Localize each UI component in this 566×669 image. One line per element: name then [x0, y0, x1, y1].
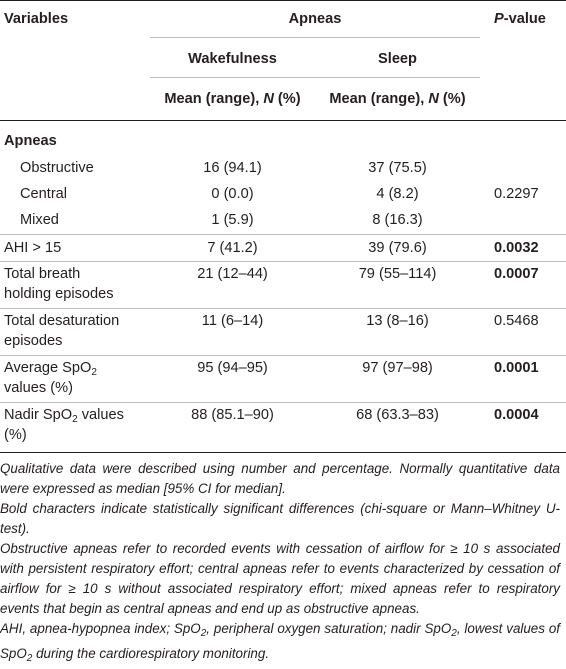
footnote-qualitative: Qualitative data were described using number and percentage. Normally quantitative data were expressed as median [95% CI for median]. — [0, 461, 560, 496]
header-variables: Variables — [4, 11, 69, 27]
cell-sleep: 39 (79.6) — [368, 240, 427, 256]
cell-sleep: 79 (55–114) — [358, 266, 437, 282]
row-label-mixed: Mixed — [20, 212, 59, 228]
row-label-nadir-spo2-2: (%) — [4, 427, 27, 443]
apneas-span-rule — [150, 37, 480, 38]
row-label-average-spo2-2: values (%) — [4, 380, 73, 396]
cell-sleep: 97 (97–98) — [362, 360, 433, 376]
cell-wake: 7 (41.2) — [207, 240, 258, 256]
cell-pvalue: 0.0032 — [494, 240, 539, 256]
cell-pvalue: 0.5468 — [494, 313, 539, 329]
cell-wake: 21 (12–44) — [197, 266, 268, 282]
header-bottom-rule — [0, 120, 566, 121]
subheader-rule — [150, 77, 480, 78]
footnote-bold: Bold characters indicate statistically significant differences (chi-square or Mann–Whitney U-test). — [0, 501, 560, 536]
row-divider — [0, 402, 566, 403]
cell-sleep: 37 (75.5) — [368, 160, 427, 176]
row-label-nadir-spo2: Nadir SpO$_2$ values — [4, 407, 124, 425]
footnote-apnea-definitions: Obstructive apneas refer to recorded events with cessation of airflow for ≥ 10 s associated with persistent respiratory effort; central apneas refer to events characterized by cessation of airflow for ≥ 10 s without associated respiratory effort; mixed apneas refer to respiratory events that begin as central apneas and end up as obstructive apneas. — [0, 541, 560, 616]
row-label-desaturation: Total desaturation — [4, 313, 120, 329]
header-sleep: Sleep — [378, 51, 417, 67]
row-label-breath-holding-2: holding episodes — [4, 286, 114, 302]
row-label-ahi: AHI > 15 — [4, 240, 62, 256]
row-label-breath-holding: Total breath — [4, 266, 81, 282]
footnote-abbreviations: AHI, apnea-hypopnea index; SpO$_2$, peripheral oxygen saturation; nadir SpO$_2$, lowest values of SpO$_2$ during the cardiorespiratory monitoring. — [0, 621, 560, 664]
row-divider — [0, 234, 566, 235]
header-apneas: Apneas — [288, 11, 342, 27]
cell-pvalue: 0.0007 — [494, 266, 539, 282]
row-label-obstructive: Obstructive — [20, 160, 94, 176]
row-divider — [0, 261, 566, 262]
section-apneas: Apneas — [4, 133, 57, 149]
header-mean-range-wake: Mean (range), N (%) — [164, 91, 301, 107]
header-mean-range-sleep: Mean (range), N (%) — [329, 91, 466, 107]
table-bottom-rule — [0, 452, 566, 453]
cell-pvalue: 0.0001 — [494, 360, 539, 376]
cell-wake: 95 (94–95) — [197, 360, 268, 376]
top-rule — [0, 0, 566, 1]
cell-sleep: 8 (16.3) — [372, 212, 423, 228]
cell-sleep: 4 (8.2) — [376, 186, 419, 202]
row-label-central: Central — [20, 186, 68, 202]
cell-pvalue: 0.0004 — [494, 407, 539, 423]
cell-wake: 0 (0.0) — [211, 186, 254, 202]
cell-wake: 11 (6–14) — [201, 313, 264, 329]
header-pvalue: P-value — [494, 11, 546, 27]
row-divider — [0, 355, 566, 356]
cell-wake: 16 (94.1) — [203, 160, 262, 176]
cell-sleep: 68 (63.3–83) — [356, 407, 439, 423]
cell-wake: 88 (85.1–90) — [191, 407, 274, 423]
cell-sleep: 13 (8–16) — [366, 313, 429, 329]
header-wakefulness: Wakefulness — [188, 51, 277, 67]
row-label-desaturation-2: episodes — [4, 333, 63, 349]
cell-pvalue: 0.2297 — [494, 186, 539, 202]
row-label-average-spo2: Average SpO$_2$ — [4, 360, 97, 378]
row-divider — [0, 308, 566, 309]
cell-wake: 1 (5.9) — [211, 212, 254, 228]
